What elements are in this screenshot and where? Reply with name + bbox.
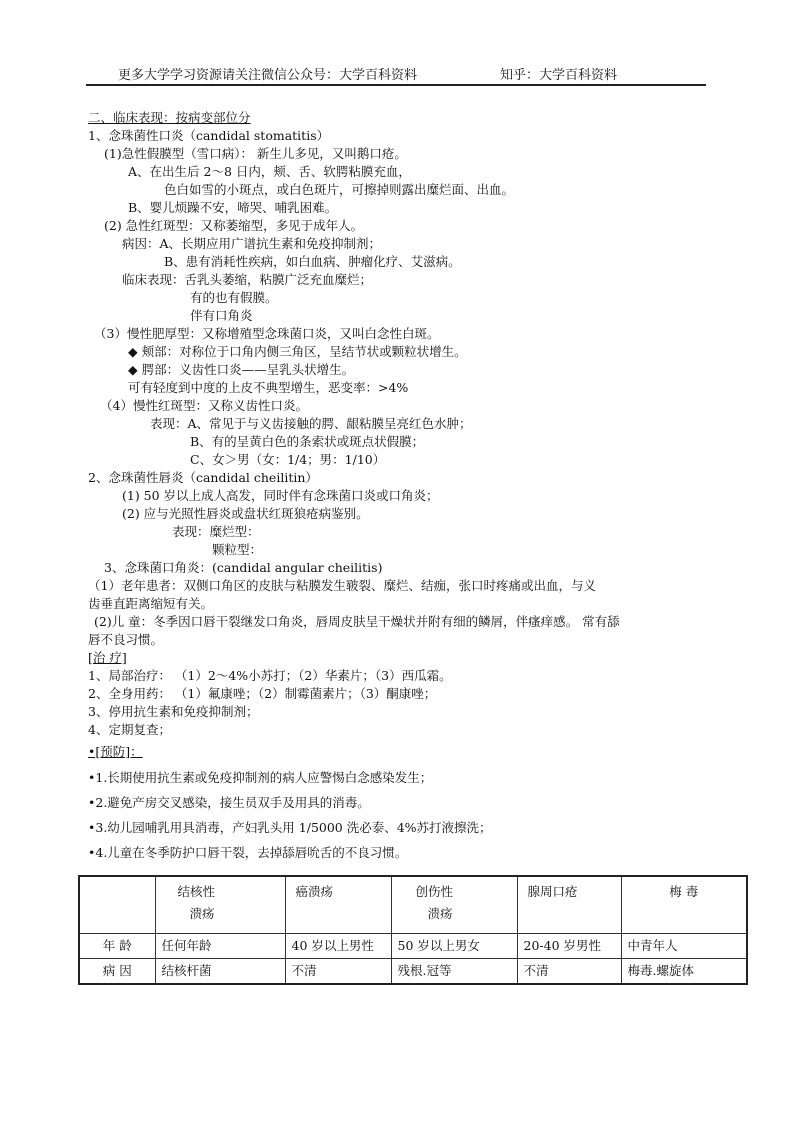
text-line: （3）慢性肥厚型：又称增殖型念珠菌口炎，又叫白念性白斑。: [94, 326, 440, 341]
header-syphilis: 梅 毒: [669, 884, 699, 899]
header-zhihu-notice: 知乎：大学百科资料: [500, 68, 618, 83]
text-line: 齿垂直距离缩短有关。: [88, 596, 214, 611]
table-cell: 残根.冠等: [391, 959, 517, 985]
treatment-heading: [治 疗]: [88, 650, 127, 665]
table-cell: 不清: [285, 959, 391, 985]
text-line: 2、全身用药： （1）氟康唑；（2）制霉菌素片；（3）酮康唑；: [88, 686, 437, 701]
table-cell: 任何年龄: [155, 934, 285, 959]
table-cell: 病 因: [79, 959, 155, 985]
text-line: (1) 50 岁以上成人高发，同时伴有念珠菌口炎或口角炎；: [122, 488, 439, 503]
text-line: 色白如雪的小斑点，或白色斑片，可擦掉则露出糜烂面、出血。: [164, 182, 515, 197]
text-line: ◆ 颊部：对称位于口角内侧三角区，呈结节状或颗粒状增生。: [128, 344, 467, 359]
text-line: 病因：A、长期应用广谱抗生素和免疫抑制剂；: [122, 236, 382, 251]
text-line: 3、念珠菌口角炎：(candidal angular cheilitis): [104, 560, 383, 575]
header-wechat-notice: 更多大学学习资源请关注微信公众号：大学百科资料: [118, 68, 418, 83]
table-cell: [79, 876, 155, 934]
text-line: (2)儿 童：冬季因口唇干裂继发口角炎，唇周皮肤呈干燥状并附有细的鳞屑，伴瘙痒感。 常有舔: [94, 614, 620, 629]
table-header-cell: [517, 876, 621, 934]
text-line: 表现：A、常见于与义齿接触的腭、龈粘膜呈亮红色水肿；: [150, 416, 472, 431]
text-line: A、在出生后 2～8 日内，颊、舌、软腭粘膜充血，: [128, 164, 411, 179]
text-line: 3、停用抗生素和免疫抑制剂；: [88, 704, 259, 719]
text-line: 临床表现：舌乳头萎缩，粘膜广泛充血糜烂；: [122, 272, 373, 287]
text-line: (2) 急性红斑型：又称萎缩型，多见于成年人。: [104, 218, 364, 233]
text-line: (2) 应与光照性唇炎或盘状红斑狼疮病鉴别。: [122, 506, 369, 521]
text-line: •3.幼儿园哺乳用具消毒，产妇乳头用 1/5000 洗必泰、4%苏打液擦洗；: [88, 820, 492, 835]
ulcer-comparison-table: [78, 875, 748, 985]
text-line: (1)急性假膜型（雪口病）： 新生儿多见，又叫鹅口疮。: [104, 146, 407, 161]
table-row: [79, 934, 747, 959]
header-periadenitis: 腺周口疮: [527, 884, 578, 899]
text-line: 有的也有假膜。: [190, 290, 278, 305]
text-line: （4）慢性红斑型：又称义齿性口炎。: [100, 398, 308, 413]
text-line: •4.儿童在冬季防护口唇干裂，去掉舔唇吮舌的不良习惯。: [88, 845, 408, 860]
table-cell: 梅毒.螺旋体: [621, 959, 747, 985]
prevention-heading: •[预防]：: [88, 744, 143, 759]
text-line: ◆ 腭部：义齿性口炎——呈乳头状增生。: [128, 362, 355, 377]
text-line: C、女＞男（女：1/4；男：1/10）: [190, 452, 386, 467]
table-header-cell: [621, 876, 747, 934]
header-tb-ulcer: 结核性 溃疡: [177, 884, 216, 921]
header-cancer-ulcer: 癌溃疡: [295, 884, 334, 899]
table-cell: 结核杆菌: [155, 959, 285, 985]
text-line: B、有的呈黄白色的条索状或斑点状假膜；: [190, 434, 425, 449]
text-line: 可有轻度到中度的上皮不典型增生，恶变率：>4%: [128, 380, 409, 395]
table-cell: 年 龄: [79, 934, 155, 959]
text-line: 表现：糜烂型：: [172, 524, 260, 539]
table-cell: 20-40 岁男性: [517, 934, 621, 959]
text-line: 颗粒型：: [212, 542, 263, 557]
table-cell: 中青年人: [621, 934, 747, 959]
table-cell: 50 岁以上男女: [391, 934, 517, 959]
text-line: （1）老年患者：双侧口角区的皮肤与粘膜发生皲裂、糜烂、结痂，张口时疼痛或出血，与义: [88, 578, 596, 593]
table-header-cell: [155, 876, 285, 934]
page-header: [86, 60, 706, 86]
text-line: 1、念珠菌性口炎（candidal stomatitis）: [88, 128, 330, 143]
header-traumatic-ulcer: 创伤性 溃疡: [415, 884, 454, 921]
text-line: •2.避免产房交叉感染，接生员双手及用具的消毒。: [88, 795, 370, 810]
text-line: 伴有口角炎: [190, 308, 253, 323]
text-line: 4、定期复查；: [88, 722, 171, 737]
text-line: 唇不良习惯。: [88, 632, 164, 647]
text-line: B、患有消耗性疾病，如白血病、肿瘤化疗、艾滋病。: [164, 254, 461, 269]
table-cell: 不清: [517, 959, 621, 985]
text-line: B、婴儿烦躁不安，啼哭、哺乳困难。: [128, 200, 338, 215]
section-heading: 二、临床表现：按病变部位分: [88, 110, 251, 125]
table-header-cell: [391, 876, 517, 934]
table-header-cell: [285, 876, 391, 934]
table-row: [79, 959, 747, 985]
text-line: 1、局部治疗： （1）2～4%小苏打；（2）华素片；（3）西瓜霜。: [88, 668, 452, 683]
table-cell: 40 岁以上男性: [285, 934, 391, 959]
text-line: •1.长期使用抗生素或免疫抑制剂的病人应警惕白念感染发生；: [88, 770, 433, 785]
text-line: 2、念珠菌性唇炎（candidal cheilitin）: [88, 470, 318, 485]
table-header-row: [79, 876, 747, 934]
